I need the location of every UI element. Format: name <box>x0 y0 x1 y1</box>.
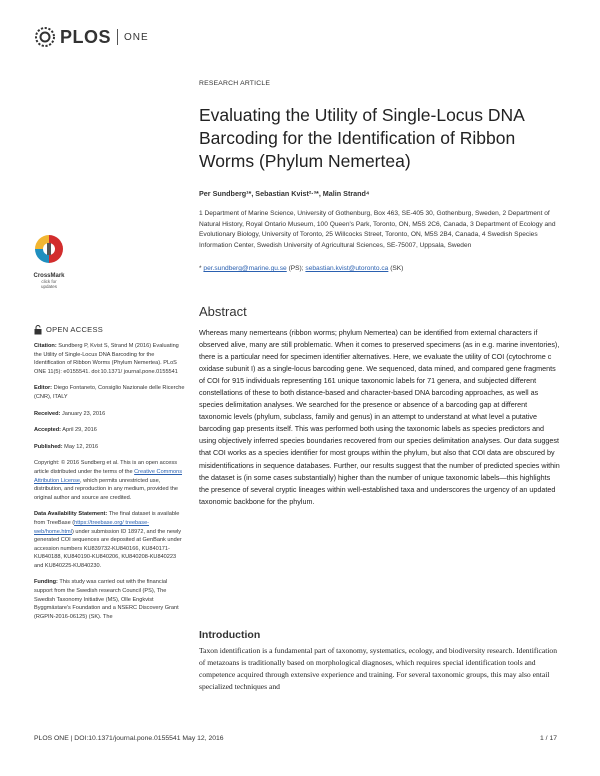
email-link-kvist[interactable]: sebastian.kvist@utoronto.ca <box>305 265 389 272</box>
citation-label: Citation: <box>34 343 57 349</box>
page-number: 1 / 17 <box>540 735 558 742</box>
crossmark-icon <box>33 233 65 267</box>
contact-suffix: (SK) <box>388 265 404 272</box>
open-lock-icon <box>34 325 42 335</box>
introduction-heading: Introduction <box>199 629 261 641</box>
funding <box>34 578 186 621</box>
published-label: Published: <box>34 443 63 450</box>
open-access-label: OPEN ACCESS <box>46 324 104 334</box>
affiliations: 1 Department of Marine Science, University of Gothenburg, Box 463, SE-405 30, Gothenburg, Sweden, 2 Department of Natural History, Royal Ontario Museum, 100 Queen's Park, Toronto, ON, M5S 2C6, Canada, 3 Department of Ecology and Evolutionary Biology, University of Toronto, 25 Willcocks Street, Toronto, ON, M5S 2B4, Canada, 4 Swedish Species Information Center, Swedish University of Agricultural Sciences, SE-75007, Uppsala, Sweden <box>199 210 556 249</box>
accepted <box>34 426 186 435</box>
footer-citation: PLOS ONE | DOI:10.1371/journal.pone.0155541 May 12, 2016 <box>34 735 224 742</box>
crossmark-badge[interactable] <box>33 233 65 289</box>
journal-name: ONE <box>124 31 149 43</box>
article-metadata <box>34 325 186 629</box>
article-title: Evaluating the Utility of Single-Locus DNA Barcoding for the Identification of Ribbon Worms (Phylum Nemertea) <box>199 105 524 171</box>
crossmark-sub: click for updates <box>40 279 57 289</box>
accepted-date: April 29, 2016 <box>62 427 97 434</box>
data-availability-text-end: ) under submission ID 18972, and the newly generated COI sequences are deposited at GenBank under accession numbers KU839732-KU840166, KU840171-KU840188, KU840190-KU840206, KU840208-KU840223 and KU840225-KU840230. <box>34 528 182 569</box>
contact-separator: (PS); <box>286 265 306 272</box>
abstract-heading: Abstract <box>199 304 247 319</box>
editor-text: Diego Fontaneto, Consiglio Nazionale delle Ricerche (CNR), ITALY <box>34 385 185 400</box>
license-link[interactable]: Creative Commons Attribution License <box>34 468 183 484</box>
citation-text: Sundberg P, Kvist S, Strand M (2016) Evaluating the Utility of Single-Locus DNA Barcoding for the Identification of Ribbon Worms (Phylum Nemertea). PLoS ONE 11(5): e0155541. doi:10.1371/ journal.pone.0155541 <box>34 343 179 375</box>
author-list: Per Sundberg¹*, Sebastian Kvist²·³*, Malin Strand⁴ <box>199 189 370 198</box>
introduction-text: Taxon identification is a fundamental part of taxonomy, systematics, ecology, and biodiversity research. Identification of metazoans is traditionally based on morphological diagnoses, which requires special identification tools and competence acquired through extensive experience and training. For several taxonomic groups, this may also entail specialized techniques and <box>199 646 558 691</box>
received-date: January 23, 2016 <box>62 410 106 417</box>
data-availability-text: The final dataset is available from TreeBase ( <box>34 511 180 526</box>
editor-label: Editor: <box>34 385 53 392</box>
published-date: May 12, 2016 <box>64 443 99 450</box>
plos-one-logo <box>34 26 149 48</box>
published <box>34 443 186 452</box>
citation <box>34 342 186 376</box>
treebase-link[interactable]: https://treebase.org/ treebase-web/home.html <box>34 519 150 535</box>
crossmark-label: CrossMark <box>33 273 65 279</box>
received-label: Received: <box>34 410 61 417</box>
plos-logo-text: PLOS <box>60 26 112 47</box>
copyright-text: Copyright: © 2016 Sundberg et al. This is an open access article distributed under the terms of the <box>34 460 178 475</box>
corresponding-contacts <box>199 265 561 272</box>
received <box>34 410 186 419</box>
abstract-text: Whereas many nemerteans (ribbon worms; phylum Nemertea) can be identified from external characters if observed alive, many are still problematic. When it comes to preserved specimens (as in e.g. marine inventories), there is a particular need for specimen identifier alternatives. Here, we evaluate the utility of COI (cytochrome c oxidase subunit I) as a single-locus barcoding gene. We sequenced, data mined, and compared gene fragments of COI for 915 individuals representing 161 unique taxonomic labels for 71 genera, and subjected different constellations of these to both distance-based and character-based DNA barcoding approaches, as well as species delimitation analyses. We searched for the presence or absence of a barcoding gap at different taxonomic levels (phylum, subclass, family and genus) in an attempt to understand at what level a putative barcoding gap presents itself. This was performed both using the taxonomic labels as species predictors and using objectively inferred species boundaries recovered from our species delimitation analyses. Our data suggest that COI works as a species identifier for most groups within the phylum, but also that COI data are obscured by misidentifications in sequence databases. Further, our results suggest that the number of predicted species within the dataset is (in some cases substantially) higher than the number of unique taxonomic labels—this highlights the presence of several cryptic lineages within well-established taxa and underscores the urgency of an updated taxonomic backbone for the phylum. <box>199 328 560 506</box>
open-access-badge <box>34 325 186 335</box>
copyright-text-end: , which permits unrestricted use, distribution, and reproduction in any medium, provided the original author and source are credited. <box>34 477 178 501</box>
data-availability-label: Data Availability Statement: <box>34 511 108 518</box>
funding-text: This study was carried out with the financial support from the Swedish research Council (PS), The Swedish Taxonomy Initiative (MS), Olle Engkvist Byggmästare's Foundation and a NSERC Discovery Grant (RGPIN-2016-06125) (SK). The <box>34 579 179 620</box>
editor <box>34 384 186 401</box>
accepted-label: Accepted: <box>34 427 62 434</box>
copyright <box>34 459 186 502</box>
data-availability <box>34 510 186 570</box>
plos-logo-mark-icon <box>34 26 56 48</box>
funding-label: Funding: <box>34 579 58 586</box>
email-link-sundberg[interactable]: per.sundberg@marine.gu.se <box>203 265 287 272</box>
article-type: RESEARCH ARTICLE <box>199 80 271 87</box>
contact-asterisk: * <box>199 265 202 272</box>
logo-divider <box>117 29 118 45</box>
